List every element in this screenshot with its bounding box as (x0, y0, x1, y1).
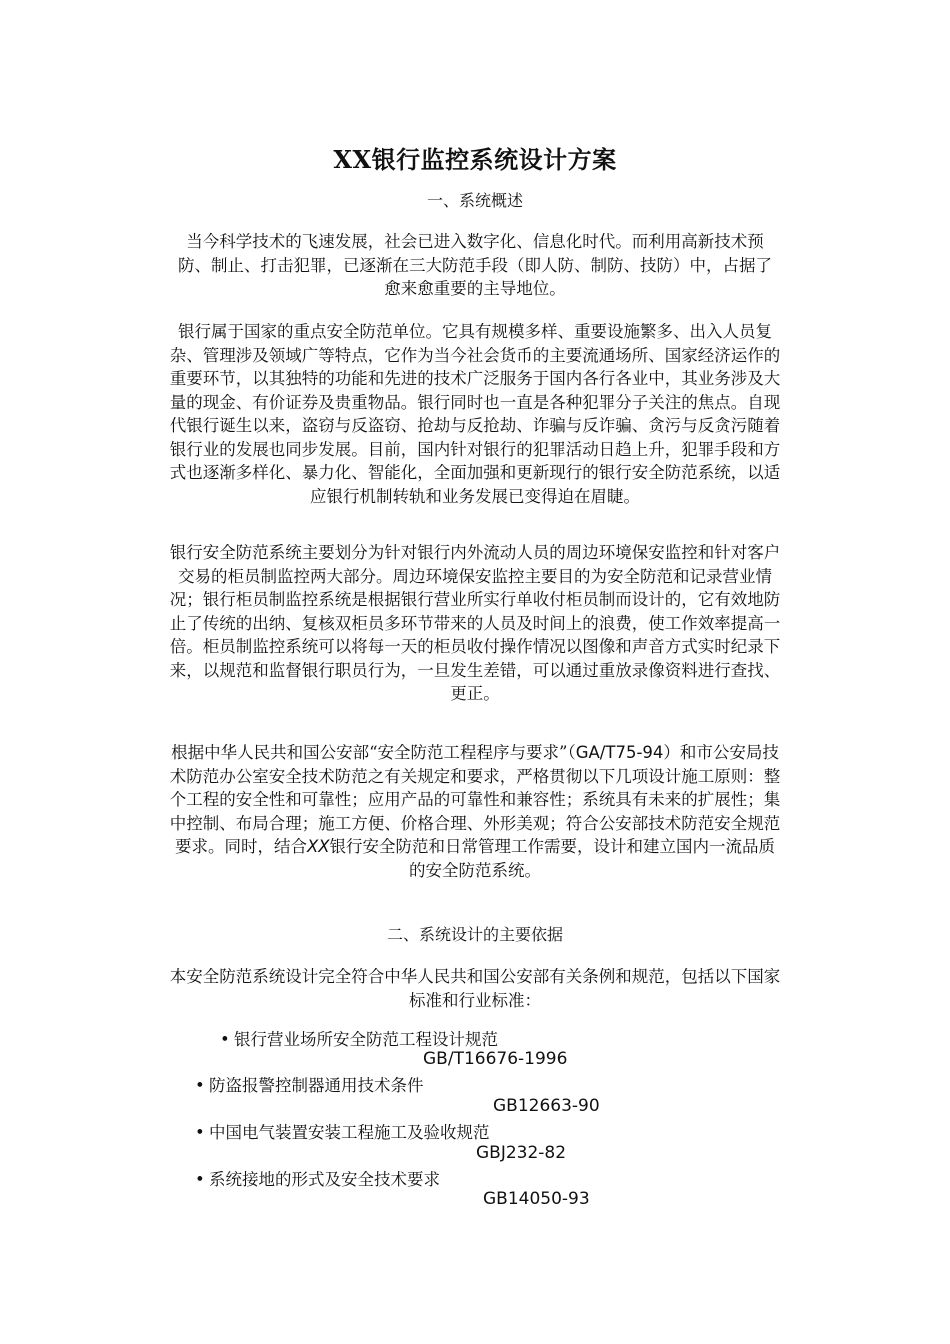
standard-name: 系统接地的形式及安全技术要求 (209, 1170, 440, 1189)
bullet-icon: • (195, 1076, 205, 1095)
list-item (220, 1026, 498, 1050)
paragraph-system-parts: 银行安全防范系统主要划分为针对银行内外流动人员的周边环境保安监控和针对客户交易的柜员制监控两大部分。周边环境保安监控主要目的为安全防范和记录营业情况；银行柜员制监控系统是根据银行营业所实行单收付柜员制而设计的，它有效地防止了传统的出纳、复核双柜员多环节带来的人员及时间上的浪费，使工作效率提高一倍。柜员制监控系统可以将每一天的柜员收付操作情况以图像和声音方式实时纪录下来，以规范和监督银行职员行为，一旦发生差错，可以通过重放录像资料进行查找、更正。 (169, 543, 781, 703)
standard-code: GBJ232-82 (476, 1143, 567, 1163)
list-item (195, 1166, 440, 1190)
standard-code: GB/T16676-1996 (423, 1049, 568, 1069)
principles-text-b: ）和市公安局技术防范办公室安全技术防范之有关规定和要求，严格贯彻以下几项设计施工原则：整个工程的安全性和可靠性；应用产品的可靠性和兼容性；系统具有未来的扩展性；集中控制、布局合理；施工方便、价格合理、外形美观；符合公安部技术防范安全规范要求。同时，结合 (169, 743, 781, 856)
document-title: XX银行监控系统设计方案 (333, 145, 617, 174)
paragraph-design-principles (168, 741, 782, 882)
section-heading-overview: 一、系统概述 (426, 191, 523, 210)
paragraph-standards-intro: 本安全防范系统设计完全符合中华人民共和国公安部有关条例和规范，包括以下国家标准和行业标准： (169, 967, 781, 1010)
section-heading-basis: 二、系统设计的主要依据 (386, 925, 563, 944)
list-item (195, 1119, 490, 1143)
standard-name: 防盗报警控制器通用技术条件 (209, 1076, 424, 1095)
standard-name: 银行营业场所安全防范工程设计规范 (234, 1030, 498, 1049)
paragraph-intro: 当今科学技术的飞速发展，社会已进入数字化、信息化时代。而利用高新技术预防、制止、打击犯罪，已逐渐在三大防范手段（即人防、制防、技防）中，占据了愈来愈重要的主导地位。 (178, 232, 772, 298)
bullet-icon: • (195, 1170, 205, 1189)
bullet-icon: • (195, 1123, 205, 1142)
standard-code: GB14050-93 (483, 1189, 590, 1209)
bullet-icon: • (220, 1030, 230, 1049)
standard-code: GB12663-90 (493, 1096, 600, 1116)
standard-code-gat: GA/T75-94 (575, 743, 664, 762)
principles-text-a: 根据中华人民共和国公安部“安全防范工程程序与要求”（ (171, 743, 576, 762)
list-item (195, 1072, 424, 1096)
bank-name-xx: XX (306, 837, 330, 856)
standard-name: 中国电气装置安装工程施工及验收规范 (209, 1123, 490, 1142)
principles-text-c: 银行安全防范和日常管理工作需要，设计和建立国内一流品质的安全防范系统。 (329, 837, 776, 880)
paragraph-bank-importance: 银行属于国家的重点安全防范单位。它具有规模多样、重要设施繁多、出入人员复杂、管理涉及领域广等特点，它作为当今社会货币的主要流通场所、国家经济运作的重要环节，以其独特的功能和先进的技术广泛服务于国内各行各业中，其业务涉及大量的现金、有价证券及贵重物品。银行同时也一直是各种犯罪分子关注的焦点。自现代银行诞生以来，盗窃与反盗窃、抢劫与反抢劫、诈骗与反诈骗、贪污与反贪污随着银行业的发展也同步发展。目前，国内针对银行的犯罪活动日趋上升，犯罪手段和方式也逐渐多样化、暴力化、智能化，全面加强和更新现行的银行安全防范系统，以适应银行机制转轨和业务发展已变得迫在眉睫。 (169, 322, 781, 506)
